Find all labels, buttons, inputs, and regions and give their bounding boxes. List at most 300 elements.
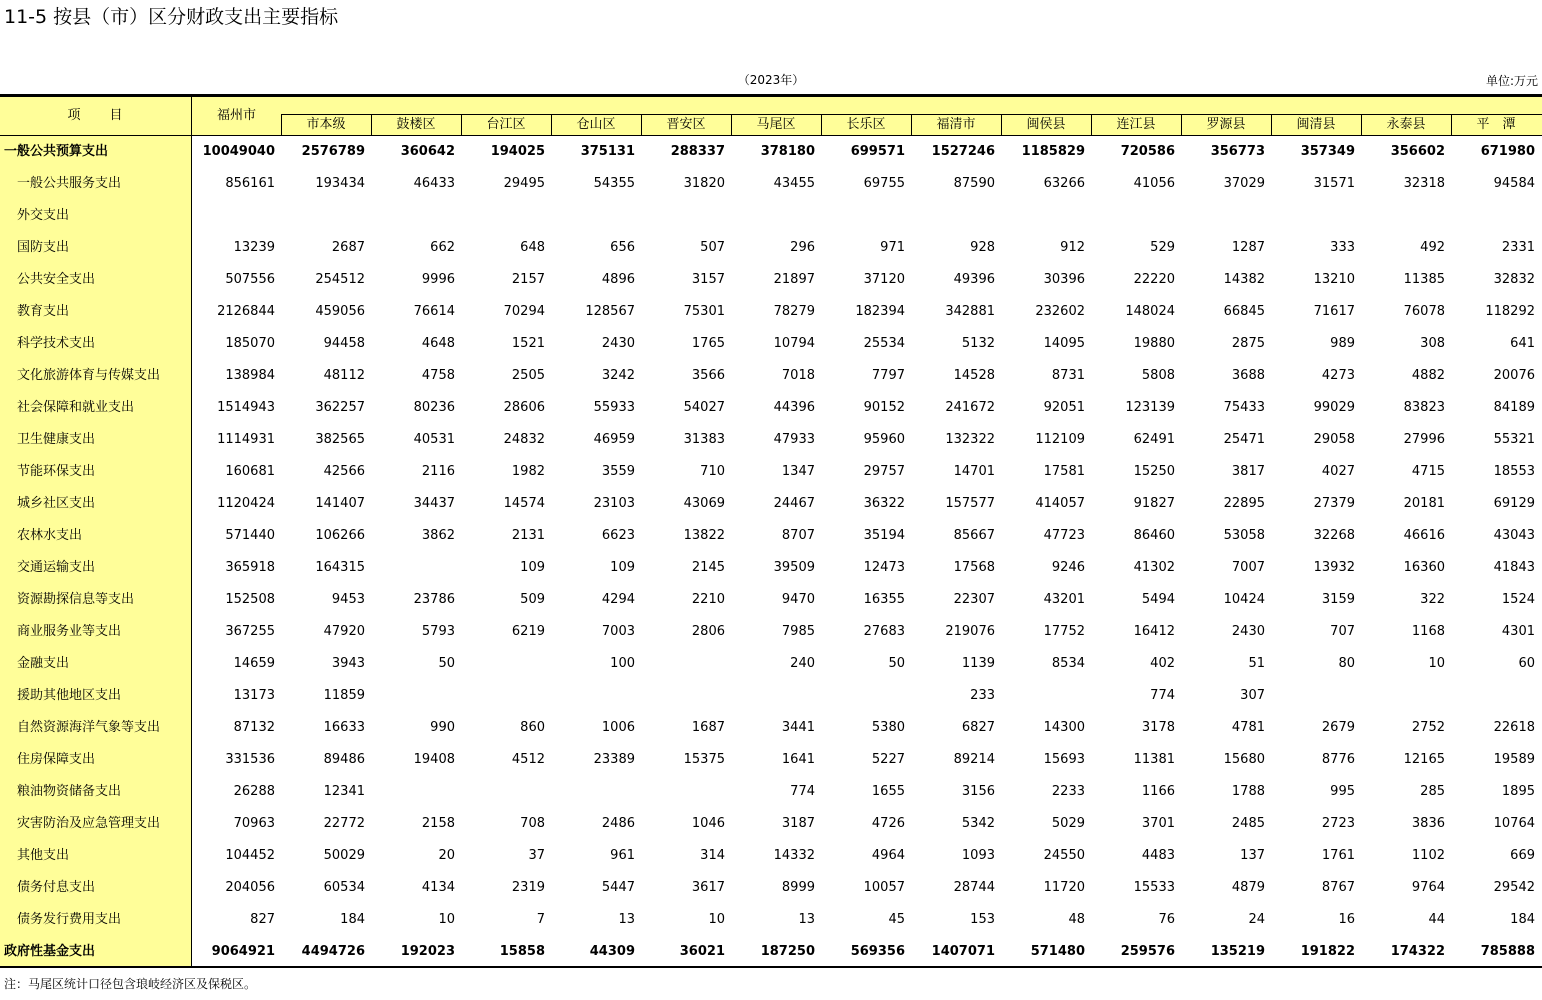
table-row [0,168,1542,200]
header-sub-col: 平 潭 [1476,117,1516,132]
table-cell: 24467 [773,496,815,511]
table-cell: 2679 [1321,720,1355,735]
table-cell: 9453 [331,592,365,607]
table-cell: 656 [610,240,635,255]
table-cell: 13 [618,912,635,927]
table-cell: 2331 [1501,240,1535,255]
table-cell: 87590 [953,176,995,191]
row-label: 债务发行费用支出 [17,912,122,927]
table-cell: 378180 [760,144,815,159]
row-label: 粮油物资储备支出 [17,784,122,799]
table-cell: 43455 [773,176,815,191]
header-item: 项 目 [67,108,124,123]
header-sub-col: 罗源县 [1206,117,1246,132]
table-cell: 89486 [323,752,365,767]
table-cell: 2723 [1321,816,1355,831]
table-cell: 90152 [863,400,905,415]
table-cell [1181,200,1265,232]
table-cell: 132322 [945,432,995,447]
table-cell [1271,200,1355,232]
table-cell: 12341 [323,784,365,799]
table-cell: 44 [1428,912,1445,927]
table-cell: 2116 [421,464,455,479]
table-cell: 20181 [1403,496,1445,511]
table-cell: 4964 [871,848,905,863]
table-cell: 1514943 [217,400,275,415]
table-cell: 51 [1248,656,1265,671]
table-cell: 641 [1510,336,1535,351]
table-cell: 112109 [1035,432,1085,447]
table-cell: 60534 [323,880,365,895]
table-cell: 2485 [1231,816,1265,831]
table-cell: 106266 [315,528,365,543]
table-cell: 85667 [953,528,995,543]
table-cell: 10049040 [202,144,275,159]
table-cell: 31571 [1313,176,1355,191]
table-cell: 70963 [233,816,275,831]
header-sub-separator [1361,115,1362,135]
table-cell: 2430 [1231,624,1265,639]
table-cell: 1761 [1321,848,1355,863]
table-cell: 1046 [691,816,725,831]
table-cell: 7797 [871,368,905,383]
table-cell [641,648,725,680]
table-cell: 708 [520,816,545,831]
table-cell: 10 [708,912,725,927]
table-cell [1271,680,1355,712]
table-cell: 995 [1330,784,1355,799]
table-cell: 135219 [1210,944,1265,959]
table-cell: 356602 [1390,144,1445,159]
table-cell: 10764 [1493,816,1535,831]
table-cell: 75301 [683,304,725,319]
row-label: 援助其他地区支出 [17,688,122,703]
table-cell: 8999 [781,880,815,895]
table-cell: 50029 [323,848,365,863]
table-cell: 342881 [945,304,995,319]
table-cell: 76078 [1403,304,1445,319]
header-sub-separator [911,115,912,135]
table-row [0,616,1542,648]
table-cell: 259576 [1120,944,1175,959]
table-cell: 41302 [1133,560,1175,575]
header-sub-col: 晋安区 [666,117,706,132]
table-cell: 5029 [1051,816,1085,831]
table-cell: 7985 [781,624,815,639]
table-cell: 2158 [421,816,455,831]
header-sub-separator [641,115,642,135]
table-cell: 2505 [511,368,545,383]
table-cell: 44309 [589,944,635,959]
table-cell [1001,680,1085,712]
table-cell: 194025 [490,144,545,159]
table-row [0,424,1542,456]
table-cell: 43201 [1043,592,1085,607]
table-cell: 6219 [511,624,545,639]
table-cell: 63266 [1043,176,1085,191]
table-cell [461,200,545,232]
table-row [0,712,1542,744]
table-cell: 459056 [315,304,365,319]
table-cell: 27379 [1313,496,1355,511]
table-cell: 5494 [1141,592,1175,607]
year-label: （2023年） [737,73,805,87]
table-cell: 2576789 [301,144,365,159]
table-cell: 193434 [315,176,365,191]
table-cell: 671980 [1480,144,1535,159]
table-cell: 3157 [691,272,725,287]
table-cell: 1765 [691,336,725,351]
table-row [0,328,1542,360]
table-cell: 91827 [1133,496,1175,511]
table-cell: 720586 [1120,144,1175,159]
table-cell: 19880 [1133,336,1175,351]
table-cell: 7018 [781,368,815,383]
table-cell: 16360 [1403,560,1445,575]
header-total: 福州市 [216,108,256,123]
table-cell [461,680,545,712]
table-cell: 1407071 [931,944,995,959]
table-cell: 662 [430,240,455,255]
table-cell: 41843 [1493,560,1535,575]
table-cell: 3159 [1321,592,1355,607]
table-cell: 12473 [863,560,905,575]
table-cell: 5380 [871,720,905,735]
table-cell: 2752 [1411,720,1445,735]
table-cell: 367255 [225,624,275,639]
table-cell: 4715 [1411,464,1445,479]
table-cell: 4494726 [301,944,365,959]
table-cell: 8731 [1051,368,1085,383]
table-cell: 1347 [781,464,815,479]
table-cell: 70294 [503,304,545,319]
table-cell: 34437 [413,496,455,511]
table-cell: 148024 [1125,304,1175,319]
table-cell [371,680,455,712]
table-row [0,456,1542,488]
table-row [0,360,1542,392]
table-cell: 184 [1510,912,1535,927]
table-cell [371,552,455,584]
table-cell: 4134 [421,880,455,895]
table-cell: 60 [1518,656,1535,671]
header-sub-separator [731,115,732,135]
table-cell: 3559 [601,464,635,479]
table-cell: 80236 [413,400,455,415]
table-cell: 47920 [323,624,365,639]
table-cell: 1185829 [1021,144,1085,159]
table-cell: 28606 [503,400,545,415]
table-cell: 100 [610,656,635,671]
row-label: 一般公共服务支出 [17,176,122,191]
table-cell: 3187 [781,816,815,831]
table-cell: 54355 [593,176,635,191]
table-cell: 8776 [1321,752,1355,767]
table-cell: 10057 [863,880,905,895]
table-cell: 187250 [760,944,815,959]
table-cell: 402 [1150,656,1175,671]
row-label: 一般公共预算支出 [4,144,109,159]
row-label: 住房保障支出 [17,752,96,767]
table-cell: 8534 [1051,656,1085,671]
table-cell: 774 [1150,688,1175,703]
table-cell: 3156 [961,784,995,799]
table-cell: 53058 [1223,528,1265,543]
table-cell: 49396 [953,272,995,287]
row-label: 债务付息支出 [17,880,96,895]
row-label: 商业服务业等支出 [17,624,122,639]
table-cell: 1287 [1231,240,1265,255]
header-sub-col: 仓山区 [576,117,616,132]
table-cell: 219076 [945,624,995,639]
table-cell: 25471 [1223,432,1265,447]
row-label: 国防支出 [17,240,70,255]
table-cell: 24832 [503,432,545,447]
table-cell: 15533 [1133,880,1175,895]
table-row [0,200,1542,232]
table-cell: 14659 [233,656,275,671]
table-cell: 5132 [961,336,995,351]
table-cell: 137 [1240,848,1265,863]
table-cell: 14382 [1223,272,1265,287]
table-cell: 9470 [781,592,815,607]
table-cell: 11381 [1133,752,1175,767]
table-cell [641,200,725,232]
table-cell: 184 [340,912,365,927]
table-cell: 44396 [773,400,815,415]
header-sub-separator [1001,115,1002,135]
table-cell: 10794 [773,336,815,351]
table-cell: 1120424 [217,496,275,511]
table-cell: 571480 [1030,944,1085,959]
table-cell: 164315 [315,560,365,575]
table-cell: 39509 [773,560,815,575]
table-cell: 699571 [850,144,905,159]
table-cell: 174322 [1390,944,1445,959]
table-cell [1451,200,1535,232]
table-cell: 12165 [1403,752,1445,767]
table-cell: 27683 [863,624,905,639]
table-cell [641,776,725,808]
table-cell: 254512 [315,272,365,287]
table-cell: 37120 [863,272,905,287]
row-label: 金融支出 [17,656,70,671]
table-cell: 78279 [773,304,815,319]
table-cell: 71617 [1313,304,1355,319]
table-cell: 241672 [945,400,995,415]
table-cell: 29058 [1313,432,1355,447]
table-row [0,776,1542,808]
table-cell: 84189 [1493,400,1535,415]
table-cell: 123139 [1125,400,1175,415]
table-row [0,872,1542,904]
header-sub-separator [1271,115,1272,135]
table-cell: 1687 [691,720,725,735]
table-cell: 362257 [315,400,365,415]
table-cell: 13173 [233,688,275,703]
header-sub-separator [281,115,282,135]
table-cell: 856161 [225,176,275,191]
table-cell: 29495 [503,176,545,191]
table-cell: 37 [528,848,545,863]
row-label: 社会保障和就业支出 [17,400,135,415]
table-cell: 288337 [670,144,725,159]
table-cell: 14701 [953,464,995,479]
table-cell: 2806 [691,624,725,639]
table-cell: 7003 [601,624,635,639]
table-cell: 7007 [1231,560,1265,575]
table-row [0,680,1542,712]
table-cell: 3943 [331,656,365,671]
table-cell: 55933 [593,400,635,415]
table-cell: 382565 [315,432,365,447]
table-cell: 80 [1338,656,1355,671]
table-cell: 99029 [1313,400,1355,415]
table-row [0,552,1542,584]
table-cell: 961 [610,848,635,863]
table-cell: 990 [430,720,455,735]
table-cell: 4512 [511,752,545,767]
table-cell: 774 [790,784,815,799]
table-cell [191,200,275,232]
table-cell: 152508 [225,592,275,607]
table-cell: 15693 [1043,752,1085,767]
table-cell: 54027 [683,400,725,415]
table-cell: 1114931 [217,432,275,447]
header-sub-separator [1451,115,1452,135]
table-cell: 710 [700,464,725,479]
table-cell: 43069 [683,496,725,511]
table-cell: 308 [1420,336,1445,351]
table-cell: 4027 [1321,464,1355,479]
table-cell: 9764 [1411,880,1445,895]
row-label: 灾害防治及应急管理支出 [17,816,161,831]
table-cell: 32318 [1403,176,1445,191]
table-cell: 4294 [601,592,635,607]
table-cell: 707 [1330,624,1355,639]
table-row [0,584,1542,616]
table-cell: 4896 [601,272,635,287]
table-cell: 13932 [1313,560,1355,575]
table-cell: 22618 [1493,720,1535,735]
table-cell: 1895 [1501,784,1535,799]
row-label: 资源勘探信息等支出 [17,592,135,607]
table-cell: 14095 [1043,336,1085,351]
table-cell: 11859 [323,688,365,703]
table-cell: 8767 [1321,880,1355,895]
table-cell: 360642 [400,144,455,159]
table-cell: 46616 [1403,528,1445,543]
table-cell: 19408 [413,752,455,767]
table-cell: 14574 [503,496,545,511]
table-cell: 2430 [601,336,635,351]
table-cell: 26288 [233,784,275,799]
table-cell: 31383 [683,432,725,447]
table-cell: 3566 [691,368,725,383]
table-cell: 109 [520,560,545,575]
table-cell: 9064921 [211,944,275,959]
table-cell: 1521 [511,336,545,351]
table-cell: 2126844 [217,304,275,319]
table-cell [641,680,725,712]
table-cell: 109 [610,560,635,575]
table-cell: 2145 [691,560,725,575]
table-cell: 10424 [1223,592,1265,607]
table-cell: 414057 [1035,496,1085,511]
table-cell: 14528 [953,368,995,383]
table-cell: 50 [438,656,455,671]
table-cell: 43043 [1493,528,1535,543]
table-cell [281,200,365,232]
table-cell: 46433 [413,176,455,191]
table-cell: 3242 [601,368,635,383]
table-cell [911,200,995,232]
table-cell: 204056 [225,880,275,895]
header-sub-separator [371,115,372,135]
table-cell: 37029 [1223,176,1265,191]
table-cell [371,200,455,232]
table-cell: 6623 [601,528,635,543]
table-cell: 365918 [225,560,275,575]
row-label: 文化旅游体育与传媒支出 [17,368,161,383]
table-cell: 50 [888,656,905,671]
table-cell: 36021 [679,944,725,959]
header-sub-col: 永泰县 [1386,117,1426,132]
table-cell: 928 [970,240,995,255]
table-cell: 75433 [1223,400,1265,415]
table-cell: 1788 [1231,784,1265,799]
row-label: 卫生健康支出 [17,432,96,447]
table-cell: 191822 [1300,944,1355,959]
table-cell [821,200,905,232]
table-cell: 3617 [691,880,725,895]
table-cell: 13822 [683,528,725,543]
table-cell: 296 [790,240,815,255]
table-cell: 3178 [1141,720,1175,735]
table-cell: 94584 [1493,176,1535,191]
table-cell: 21897 [773,272,815,287]
table-cell: 4483 [1141,848,1175,863]
page-title: 11-5 按县（市）区分财政支出主要指标 [4,6,339,28]
table-cell: 322 [1420,592,1445,607]
table-cell: 9246 [1051,560,1085,575]
table-cell: 41056 [1133,176,1175,191]
row-label: 外交支出 [17,208,70,223]
table-cell: 185070 [225,336,275,351]
header-sub-separator [821,115,822,135]
table-cell: 3701 [1141,816,1175,831]
header-sub-separator [551,115,552,135]
table-cell: 4879 [1231,880,1265,895]
table-cell: 17568 [953,560,995,575]
table-cell: 4882 [1411,368,1445,383]
table-cell: 22220 [1133,272,1175,287]
table-cell [551,680,635,712]
table-cell: 29542 [1493,880,1535,895]
table-cell: 55321 [1493,432,1535,447]
table-cell: 48 [1068,912,1085,927]
table-cell: 18553 [1493,464,1535,479]
table-row [0,392,1542,424]
table-cell: 507556 [225,272,275,287]
table-cell [371,776,455,808]
table-cell: 11385 [1403,272,1445,287]
table-cell: 192023 [400,944,455,959]
table-cell: 331536 [225,752,275,767]
table-cell: 11720 [1043,880,1085,895]
row-label: 交通运输支出 [17,560,96,575]
table-cell: 23786 [413,592,455,607]
